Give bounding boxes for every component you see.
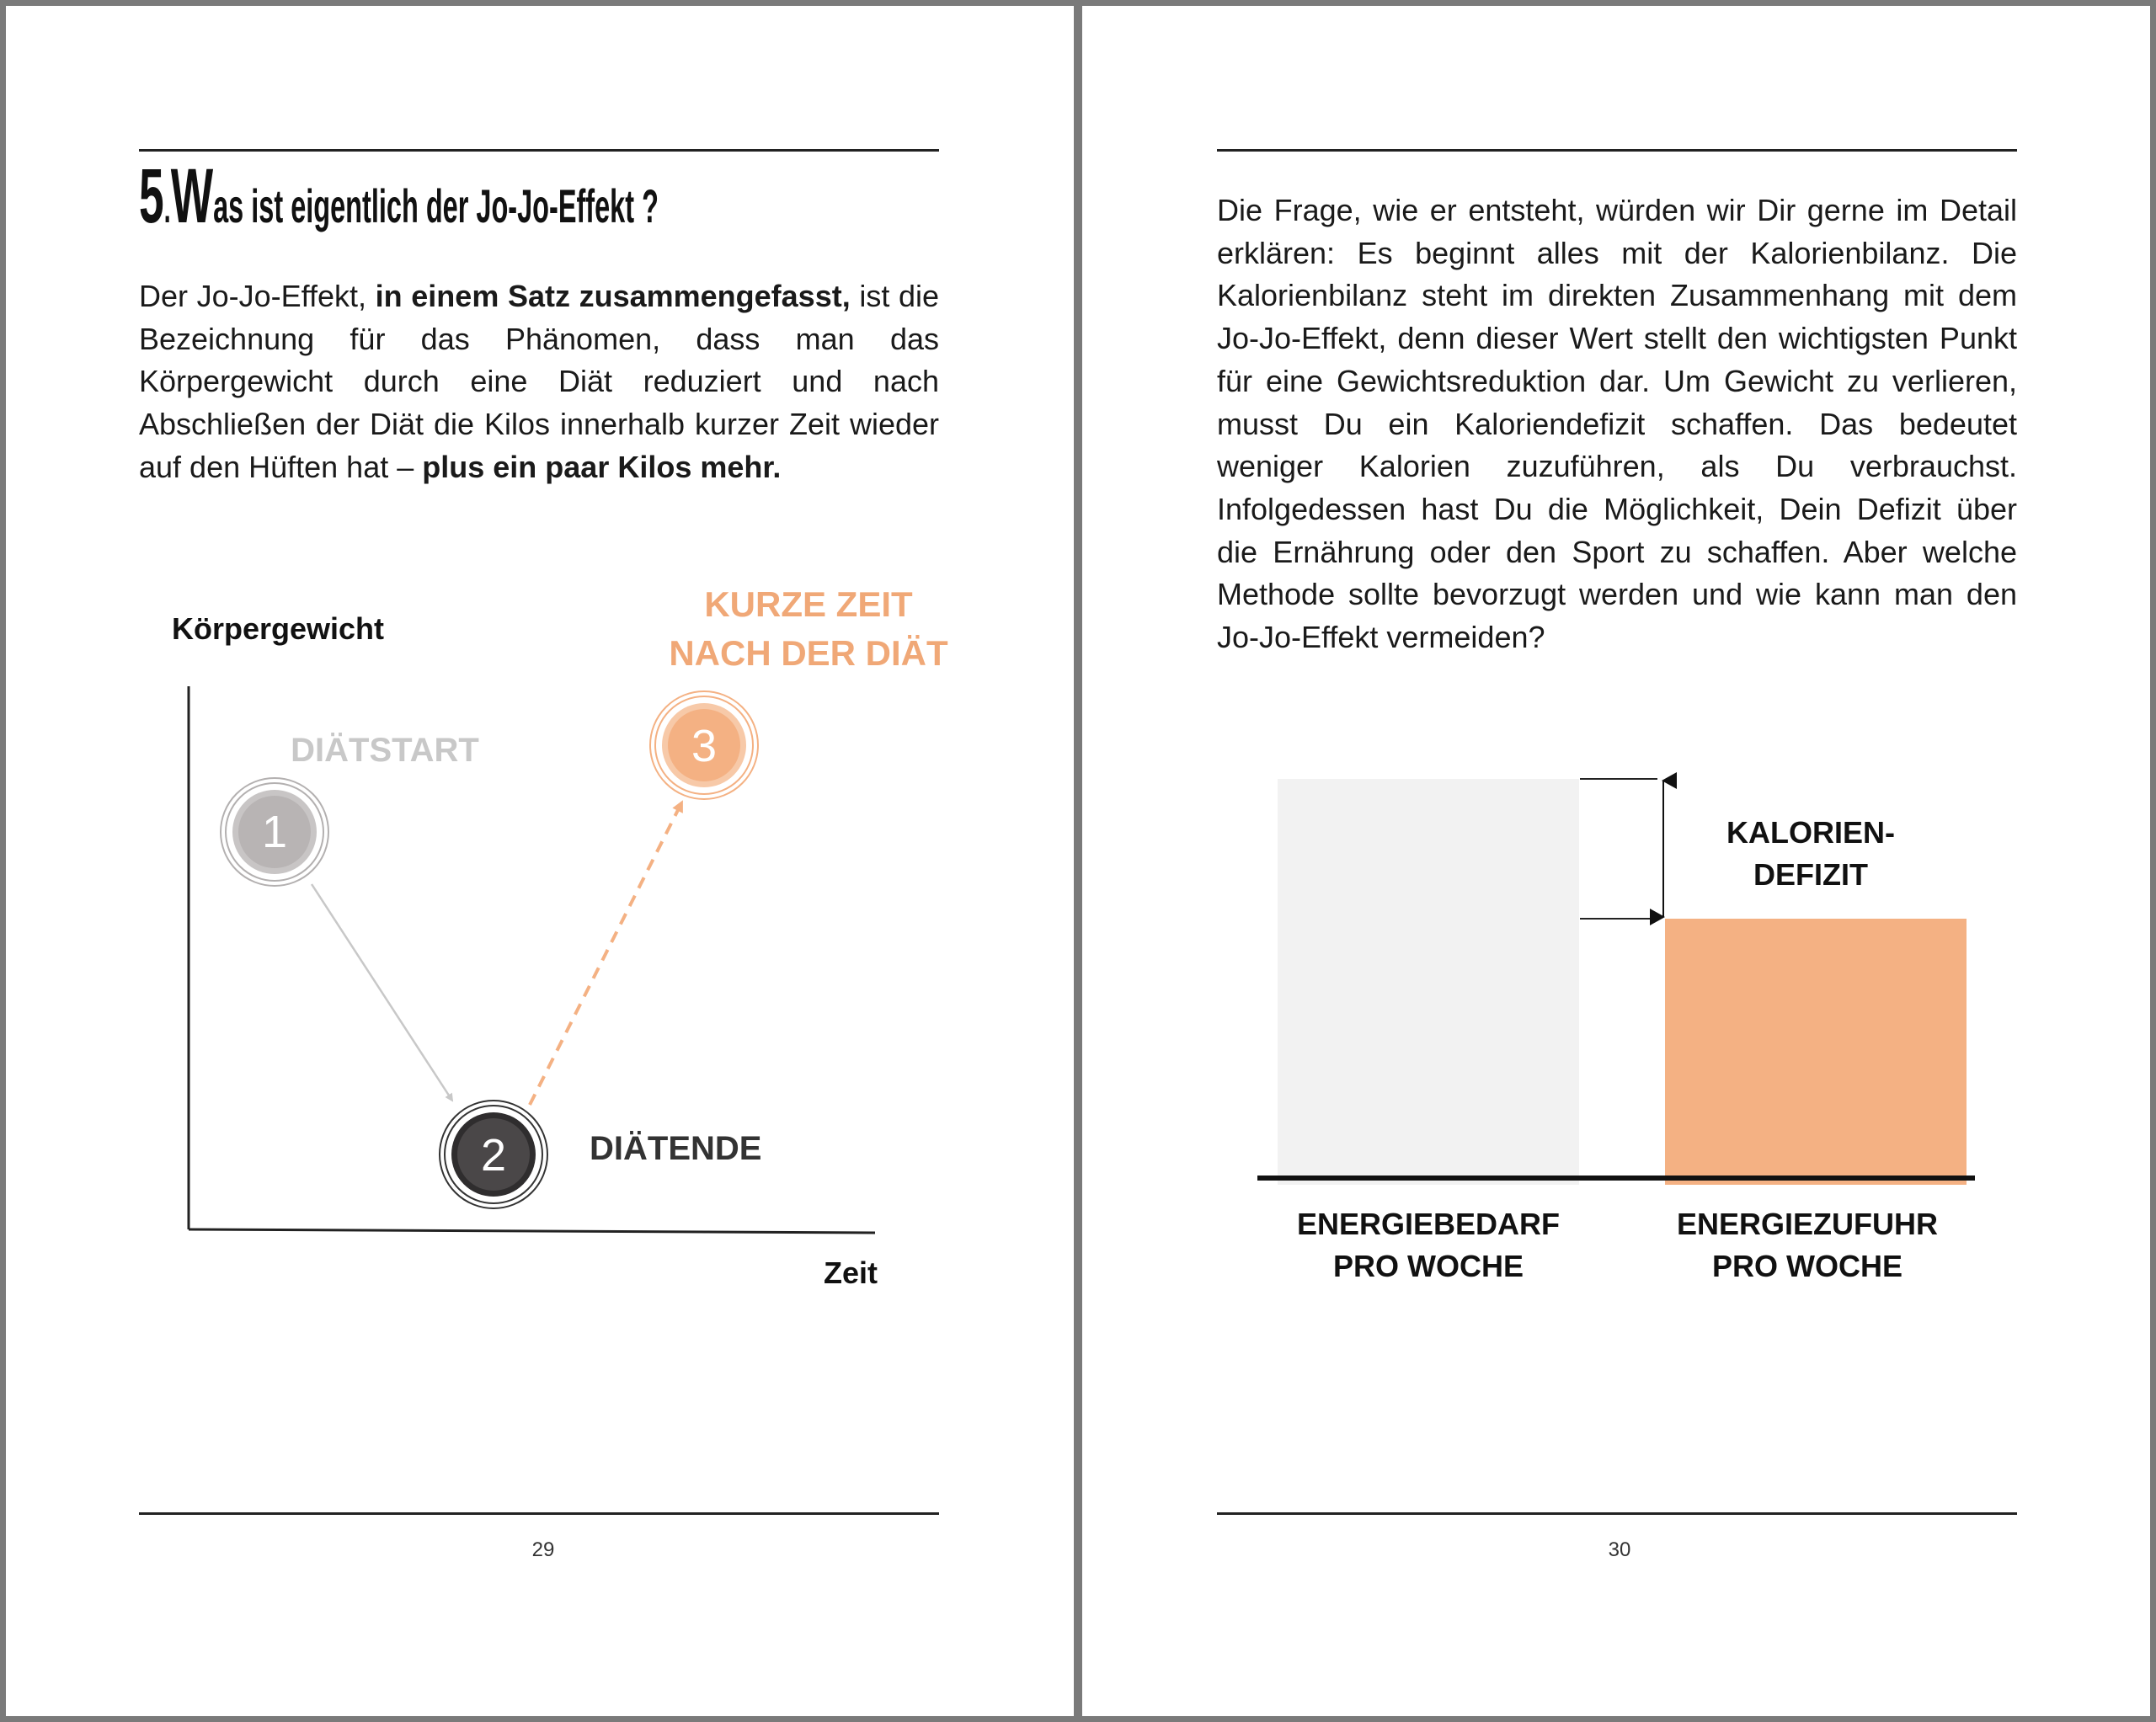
heading-initial: W (170, 153, 214, 239)
bar-1-label-line2: PRO WOCHE (1332, 1249, 1524, 1283)
point-3-marker (650, 691, 758, 799)
jojo-diagram (6, 553, 1074, 1311)
chapter-heading (139, 153, 659, 250)
bar-2-label-line2: PRO WOCHE (1711, 1249, 1903, 1283)
point-3-label-line2: NACH DER DIÄT (669, 633, 948, 673)
top-rule (1217, 149, 2017, 152)
chapter-dot: . (163, 184, 171, 232)
point-1-marker (221, 778, 328, 886)
point-2-number: 2 (480, 1130, 507, 1181)
top-rule (139, 149, 939, 152)
bottom-rule (1217, 1512, 2017, 1515)
heading-text: as ist eigentlich der Jo-Jo-Effekt ? (213, 179, 659, 232)
bottom-rule (139, 1512, 939, 1515)
page-number: 29 (531, 1538, 555, 1561)
energy-demand-bar (1278, 779, 1579, 1185)
calorie-paragraph: Die Frage, wie er entsteht, würden wir Dir gerne im Detail erklären: Es beginnt alles mit der Kalorienbilanz. Die Kalorienbilanz steht im direkten Zusammenhang mit dem Jo-Jo-Effekt, denn dieser Wert stellt den wichtigsten Punkt für eine Gewichtsreduktion dar. Um Gewicht zu verlieren, musst Du ein Kaloriendefizit schaffen. Das bedeutet weniger Kalorien zuzuführen, als Du verbrauchst. Infolgedessen hast Du die Möglichkeit, Dein Defizit über die Ernährung oder den Sport zu schaffen. Aber welche Methode sollte bevorzugt werden und wie kann man den Jo-Jo-Effekt vermeiden? (1217, 193, 2017, 655)
x-axis-label: Zeit (824, 1256, 878, 1290)
intro-text-1: Der Jo-Jo-Effekt, (139, 279, 376, 313)
intro-bold-2: plus ein paar Kilos mehr. (422, 449, 782, 484)
right-page (1082, 6, 2150, 1716)
intro-bold-1: in einem Satz zusammengefasst, (375, 279, 851, 313)
y-axis-label: Körpergewicht (172, 611, 385, 646)
point-2-label: DIÄTENDE (590, 1130, 762, 1167)
point-2-marker (440, 1101, 547, 1208)
deficit-label-line2: DEFIZIT (1753, 857, 1868, 892)
deficit-label-line1: KALORIEN- (1726, 815, 1895, 850)
x-axis (189, 1229, 875, 1233)
intro-text-2: ist die Bezeichnung für das Phänomen, dass man das Körpergewicht durch eine Diät reduziert und nach Abschließen der Diät die Kilos innerhalb kurzer Zeit wieder auf den Hüften hat – (139, 279, 940, 484)
point-1-label: DIÄTSTART (291, 732, 479, 769)
regain-arrow (530, 802, 682, 1105)
chapter-number: 5 (139, 153, 164, 239)
energy-intake-bar (1665, 919, 1967, 1185)
page-number: 30 (1608, 1538, 1631, 1561)
bar-2-label-line1: ENERGIEZUFUHR (1676, 1207, 1939, 1241)
calorie-chart (1082, 764, 2150, 1353)
point-3-number: 3 (691, 721, 718, 771)
point-3-label-line1: KURZE ZEIT (704, 584, 913, 624)
decline-arrow (312, 884, 452, 1101)
bar-1-label-line1: ENERGIEBEDARF (1296, 1207, 1561, 1241)
intro-paragraph (139, 275, 939, 489)
point-1-number: 1 (261, 807, 288, 857)
left-page (6, 6, 1074, 1716)
